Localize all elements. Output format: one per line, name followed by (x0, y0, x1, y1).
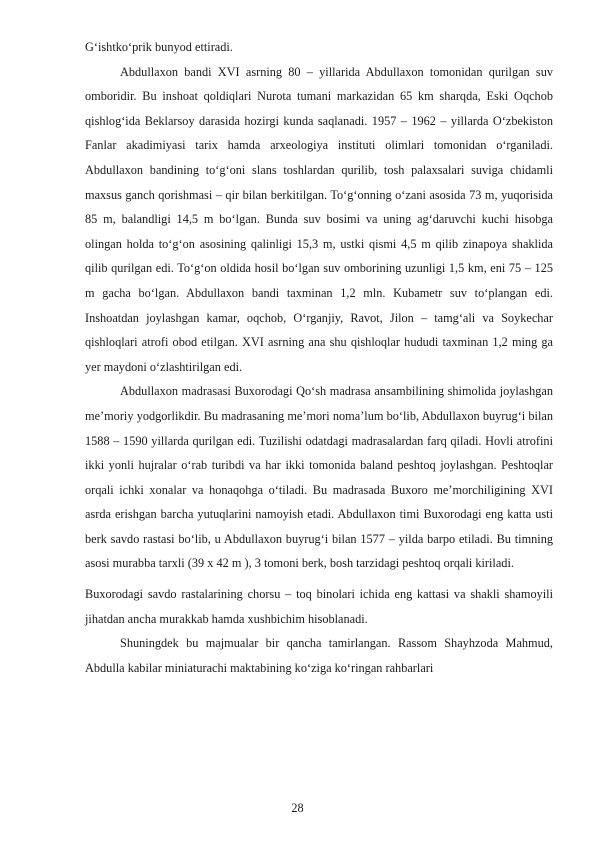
paragraph-savdo-rastalari: Buxorodagi savdo rastalarining chorsu – toq binolari ichida eng kattasi va shakli shamoyili jihatdan ancha murakkab hamda xushbichim hisoblanadi. (85, 587, 553, 626)
paragraph-abdullaxon-bandi: Abdullaxon bandi XVI asrning 80 – yillarida Abdullaxon tomonidan qurilgan suv omboridir. Bu inshoat qoldiqlari Nurota tumani markazidan 65 km sharqda, Eski Oqchob qishlog‘ida Beklarsoy darasida hozirgi kunda saqlanadi. 1957 – 1962 – yillarda O‘zbekiston Fanlar akadimiyasi tarix hamda arxeologiya instituti olimlari tomonidan o‘rganiladi. Abdullaxon bandining to‘g‘oni slans toshlardan qurilib, tosh palaxsalari suviga chidamli maxsus ganch qorishmasi – qir bilan berkitilgan. To‘g‘onning o‘zani asosida 73 m, yuqorisida 85 m, balandligi 14,5 m bo‘lgan. Bunda suv bosimi va uning ag‘daruvchi kuchi hisobga olingan holda to‘g‘on asosining qalinligi 15,3 m, ustki qismi 4,5 m qilib zinapoya shaklida qilib qurilgan edi. To‘g‘on oldida hosil bo‘lgan suv omborining uzunligi 1,5 km, eni 75 – 125 m gacha bo‘lgan. Abdullaxon bandi taxminan 1,2 mln. Kubametr suv to‘plangan edi. Inshoatdan joylashgan kamar, oqchob, O‘rganjiy, Ravot, Jilon – tamg‘ali va Soykechar qishloqlari atrofi obod etilgan. XVI asrning ana shu qishloqlar hududi taxminan 1,2 ming ga yer maydoni o‘zlashtirilgan edi. (85, 64, 553, 374)
paragraph-abdullaxon-madrasasi: Abdullaxon madrasasi Buxorodagi Qo‘sh madrasa ansambilining shimolida joylashgan me’moriy yodgorlikdir. Bu madrasaning me’mori noma’lum bo‘lib, Abdullaxon buyrug‘i bilan 1588 – 1590 yillarda qurilgan edi. Tuzilishi odatdagi madrasalardan farq qiladi. Hovli atrofini ikki yonli hujralar o‘rab turibdi va har ikki tomonida baland peshtoq joylashgan. Peshtoqlar orqali ichki xonalar va honaqohga o‘tiladi. Bu madrasada Buxoro me’morchiligining XVI asrda erishgan barcha yutuqlarini namoyish etadi. Abdullaxon timi Buxorodagi eng katta usti berk savdo rastasi bo‘lib, u Abdullaxon buyrug‘i bilan 1577 – yilda barpo etiladi. Bu timning asosi murabba tarxli (39 x 42 m ), 3 tomoni berk, bosh tarzidagi peshtoq orqali kiriladi. (85, 384, 553, 571)
paragraph-continuation: G‘ishtko‘prik bunyod ettiradi. (85, 40, 233, 54)
page-number: 28 (291, 801, 304, 815)
document-page (85, 35, 553, 680)
paragraph-majmualar: Shuningdek bu majmualar bir qancha tamirlangan. Rassom Shayhzoda Mahmud, Abdulla kabilar miniaturachi maktabining ko‘ziga ko‘ringan rahbarlari (85, 636, 553, 675)
